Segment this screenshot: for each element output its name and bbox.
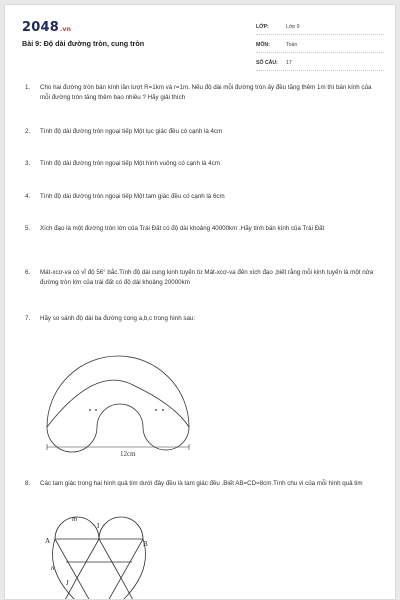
question-4 (25, 192, 380, 202)
worksheet-page (4, 4, 396, 600)
question-text: Các tam giác trong hai hình quả tim dưới đây đều là tam giác đều .Biết AB=CD=8cm.Tính chu vi của mỗi hình quả tim (40, 480, 363, 487)
question-text: Hãy so sánh độ dài ba đường cong a,b,c trong hình sau: (40, 315, 196, 322)
question-text: Xích đạo là một đường tròn lớn của Trái Đất có độ dài khoảng 40000km .Hãy tính bán kính của Trái Đất (40, 225, 325, 232)
heart-figure (5, 510, 396, 600)
question-text: Mát-xcơ-va có vĩ độ 56° bắc.Tính độ dài cung kinh tuyến từ Mát-xcơ-va đến xích đạo ,biết rằng mỗi kinh tuyến là một nửa đường tròn lớn của trái đất có độ dài khoảng 20000km (40, 269, 374, 286)
curves-figure (5, 330, 396, 465)
question-number: 6. (25, 269, 31, 276)
meta-value: 17 (286, 60, 292, 66)
dimension-label: 12cm (120, 450, 136, 458)
label-j: J (66, 579, 69, 587)
point-dot (95, 409, 97, 411)
question-1 (25, 83, 380, 103)
meta-row-subject (256, 38, 384, 53)
meta-table (256, 20, 384, 74)
point-dot (89, 409, 91, 411)
point-dot (162, 409, 164, 411)
heart-arc-lower-right (123, 539, 146, 600)
meta-label: LỚP: (256, 24, 269, 30)
label-i: I (97, 522, 100, 530)
question-number: 3. (25, 160, 31, 167)
question-3 (25, 159, 380, 169)
curve-c (47, 380, 189, 427)
question-text: Tính độ dài đường tròn ngoại tiếp Một hình vuông có cạnh là 4cm (40, 160, 220, 167)
question-number: 5. (25, 225, 31, 232)
question-number: 2. (25, 128, 31, 135)
meta-label: SỐ CÂU: (256, 60, 278, 66)
meta-row-question-count (256, 56, 384, 71)
curve-b (47, 404, 189, 452)
question-number: 1. (25, 84, 31, 91)
heart-arc-lower-left (53, 539, 76, 600)
question-text: Cho hai đường tròn bán kính lần lượt R=1km và r=1m. Nếu độ dài mỗi đường tròn ấy đều tăng thêm 1m thì bán kính của mỗi đường tròn tăng thêm bao nhiêu ? Hãy giải thích (40, 84, 372, 101)
heart-arc-right (99, 517, 143, 539)
curve-a (47, 356, 189, 427)
question-8 (25, 479, 380, 489)
label-n: n (51, 564, 55, 572)
question-number: 7. (25, 315, 31, 322)
question-6 (25, 268, 380, 288)
meta-label: MÔN: (256, 42, 270, 48)
meta-row-class (256, 20, 384, 35)
label-b: B (143, 540, 148, 548)
meta-value: Lớp 9 (286, 24, 300, 30)
label-a: A (45, 537, 51, 545)
question-number: 8. (25, 480, 31, 487)
question-number: 4. (25, 193, 31, 200)
lesson-title: Bài 9: Độ dài đường tròn, cung tròn (22, 39, 145, 48)
triangle-grid (55, 539, 143, 600)
question-text: Tính độ dài đường tròn ngoại tiếp Một tam giác đều có cạnh là 6cm (40, 193, 225, 200)
label-m: m (72, 515, 78, 523)
point-dot (155, 409, 157, 411)
question-5 (25, 224, 380, 234)
site-logo[interactable]: 2048.vn (22, 20, 72, 35)
meta-value: Toán (286, 42, 298, 48)
question-2 (25, 127, 380, 137)
question-7 (25, 314, 380, 324)
question-text: Tính độ dài đường tròn ngoại tiếp Một lục giác đều có cạnh là 4cm (40, 128, 223, 135)
